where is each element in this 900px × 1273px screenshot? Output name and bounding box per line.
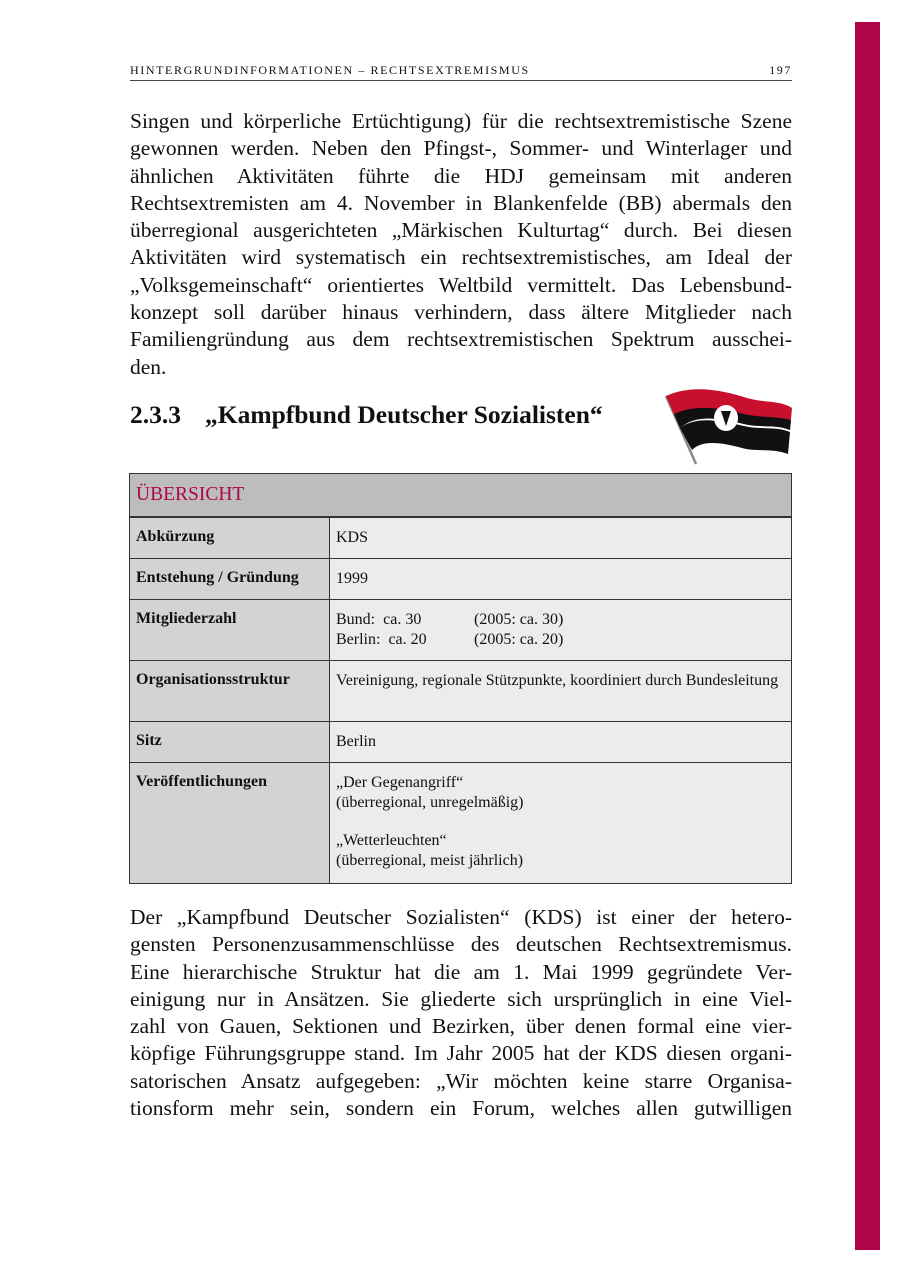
row-value: Berlin	[330, 722, 792, 763]
table-row	[130, 763, 792, 884]
text-line: Aktivitäten wird systematisch ein rechtsextremistisches, am Ideal der	[130, 245, 792, 270]
publication-note: (überregional, meist jährlich)	[336, 852, 524, 869]
text-line: köpfige Führungsgruppe stand. Im Jahr 2005 hat der KDS diesen organi-	[130, 1041, 792, 1066]
row-value: 1999	[330, 559, 792, 600]
member-prior: (2005: ca. 20)	[474, 631, 564, 648]
row-value: KDS	[330, 517, 792, 559]
text-line: überregional ausgerichteten „Märkischen Kulturtag“ durch. Bei diesen	[130, 218, 792, 243]
row-label: Organisationsstruktur	[130, 661, 330, 722]
text-line: satorischen Ansatz aufgegeben: „Wir möchten keine starre Organisa-	[130, 1068, 792, 1093]
row-label: Mitgliederzahl	[130, 600, 330, 661]
publication-title: „Der Gegenangriff“	[336, 774, 464, 791]
text-line: „Volksgemeinschaft“ orientiertes Weltbild vermittelt. Das Lebensbund-	[130, 272, 792, 297]
publication-title: „Wetterleuchten“	[336, 832, 447, 849]
row-value	[330, 763, 792, 884]
text-line: Der „Kampfbund Deutscher Sozialisten“ (KDS) ist einer der hetero-	[130, 905, 792, 929]
text-line: einigung nur in Ansätzen. Sie gliederte sich ursprünglich in eine Viel-	[130, 986, 792, 1011]
flag-image	[652, 376, 794, 466]
chapter-color-bar	[855, 22, 880, 1250]
text-line: Rechtsextremisten am 4. November in Blankenfelde (BB) abermals den	[130, 190, 792, 215]
member-line	[336, 630, 785, 650]
section-title: „Kampfbund Deutscher Sozialisten“	[205, 400, 603, 429]
section-number: 2.3.3	[130, 400, 181, 429]
text-line: Eine hierarchische Struktur hat die am 1. Mai 1999 gegründete Ver-	[130, 959, 792, 984]
text-line: ähnlichen Aktivitäten führte die HDJ gemeinsam mit anderen	[130, 163, 792, 188]
row-label: Veröffentlichungen	[130, 763, 330, 884]
body-paragraph-1	[130, 108, 792, 381]
row-value	[330, 600, 792, 661]
publication-note: (überregional, unregelmäßig)	[336, 794, 524, 811]
text-line: den.	[130, 354, 167, 379]
running-head	[130, 62, 792, 81]
member-count: Bund: ca. 30	[336, 611, 422, 628]
text-line: konzept soll darüber hinaus verhindern, dass ältere Mitglieder nach	[130, 300, 792, 325]
row-label: Abkürzung	[130, 517, 330, 559]
overview-table	[129, 473, 792, 884]
table-row	[130, 722, 792, 763]
table-row	[130, 517, 792, 559]
row-label: Sitz	[130, 722, 330, 763]
section-heading	[130, 400, 603, 430]
row-label: Entstehung / Gründung	[130, 559, 330, 600]
member-line	[336, 610, 785, 630]
overview-header: ÜBERSICHT	[130, 474, 792, 518]
text-line: gensten Personenzusammenschlüsse des deutschen Rechtsextremismus.	[130, 932, 792, 957]
page-number: 197	[769, 63, 792, 77]
table-row	[130, 661, 792, 722]
text-line: zahl von Gauen, Sektionen und Bezirken, über denen formal eine vier-	[130, 1014, 792, 1039]
member-count: Berlin: ca. 20	[336, 631, 427, 648]
table-row	[130, 559, 792, 600]
member-prior: (2005: ca. 30)	[474, 611, 564, 628]
text-line: gewonnen werden. Neben den Pfingst-, Sommer- und Winterlager und	[130, 136, 792, 161]
table-row	[130, 600, 792, 661]
text-line: Familiengründung aus dem rechtsextremistischen Spektrum ausschei-	[130, 327, 792, 352]
text-line: tionsform mehr sein, sondern ein Forum, welches allen gutwilligen	[130, 1096, 792, 1121]
row-value: Vereinigung, regionale Stützpunkte, koordiniert durch Bundesleitung	[330, 661, 792, 722]
body-paragraph-2	[130, 904, 792, 1122]
running-head-title: HINTERGRUNDINFORMATIONEN – RECHTSEXTREMISMUS	[130, 63, 530, 77]
text-line: Singen und körperliche Ertüchtigung) für die rechtsextremistische Szene	[130, 109, 792, 133]
